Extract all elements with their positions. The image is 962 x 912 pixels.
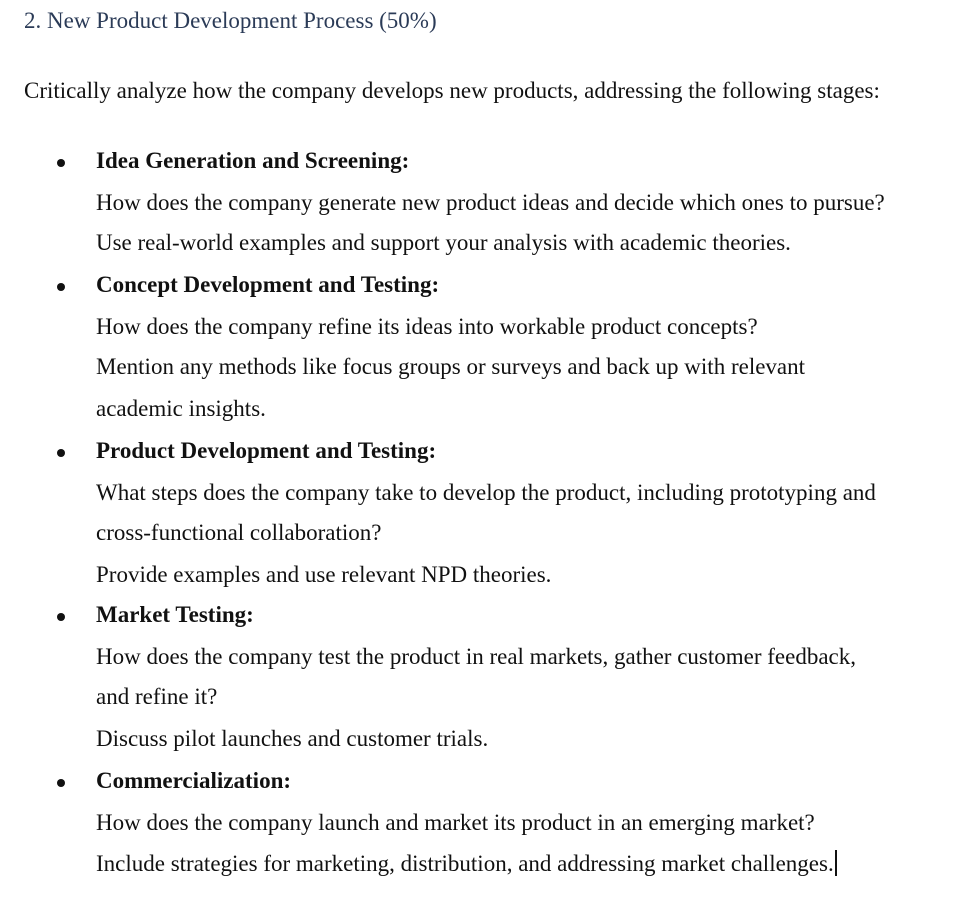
bullet-icon [57,283,65,291]
stage-text-line: and refine it? [96,684,218,709]
stage-text-line: Mention any methods like focus groups or surveys and back up with relevant [96,354,806,379]
bullet-icon [57,613,65,621]
stage-text-line: academic insights. [96,396,266,421]
stage-title-product-development: Product Development and Testing: [96,438,437,463]
section-heading: 2. New Product Development Process (50%) [24,8,437,33]
stage-text-line-last[interactable] [96,850,837,877]
stage-text-line: How does the company refine its ideas into workable product concepts? [96,314,758,339]
stage-text-line: How does the company generate new product ideas and decide which ones to pursue? [96,190,885,215]
stage-text-line: What steps does the company take to develop the product, including prototyping and [96,480,876,505]
bullet-icon [57,449,65,457]
bullet-icon [57,779,65,787]
stage-text-line: How does the company test the product in real markets, gather customer feedback, [96,644,857,669]
stage-title-commercialization: Commercialization: [96,768,292,793]
stage-text-line: Discuss pilot launches and customer trials. [96,726,489,751]
stage-text-line: How does the company launch and market its product in an emerging market? [96,810,815,835]
stage-title-idea-generation: Idea Generation and Screening: [96,148,410,173]
stage-text-line: Use real-world examples and support your analysis with academic theories. [96,230,791,255]
stage-title-market-testing: Market Testing: [96,602,254,627]
intro-paragraph: Critically analyze how the company develops new products, addressing the following stages: [24,78,880,103]
bullet-icon [57,159,65,167]
stage-text-content: Include strategies for marketing, distribution, and addressing market challenges. [96,851,834,876]
text-cursor [835,850,837,876]
stage-title-concept-development: Concept Development and Testing: [96,272,440,297]
stage-text-line: Provide examples and use relevant NPD theories. [96,562,552,587]
stage-text-line: cross-functional collaboration? [96,520,382,545]
